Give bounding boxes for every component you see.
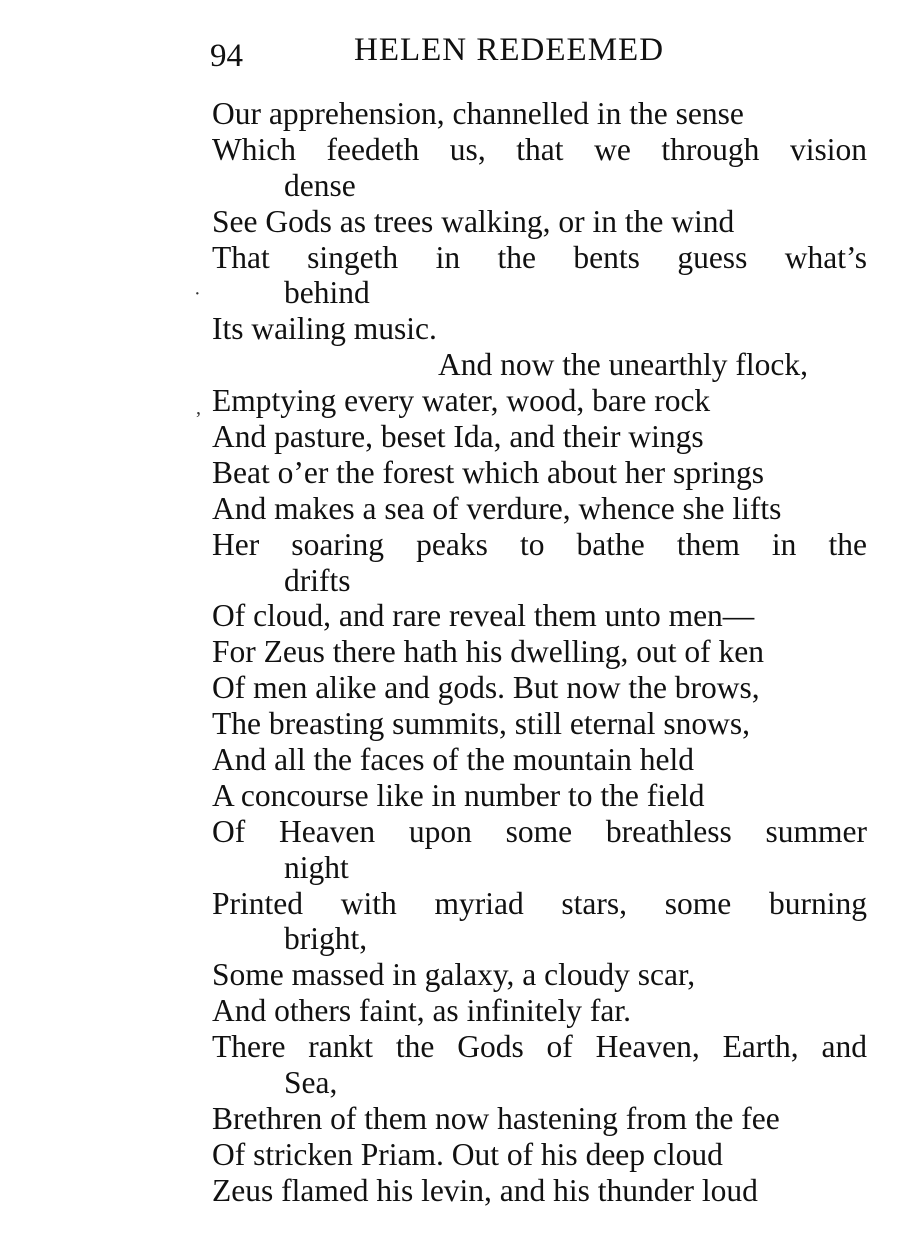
poem-line: Which feedeth us, that we through vision <box>212 131 867 167</box>
poem-line: Of Heaven upon some breathless summer <box>212 813 867 849</box>
poem-line: behind <box>284 275 370 311</box>
poem-line: Zeus flamed his levin, and his thunder loud <box>212 1172 758 1208</box>
poem-line: drifts <box>284 562 351 598</box>
poem-line: Brethren of them now hastening from the fee <box>212 1100 780 1136</box>
poem-line: Her soaring peaks to bathe them in the <box>212 526 867 562</box>
poem-line: Emptying every water, wood, bare rock <box>212 383 711 419</box>
poem-line: dense <box>284 167 356 203</box>
poem-line: See Gods as trees walking, or in the wind <box>212 203 735 239</box>
stray-mark: , <box>196 397 201 419</box>
poem-line: Of stricken Priam. Out of his deep cloud <box>212 1136 723 1172</box>
poem-line: And pasture, beset Ida, and their wings <box>212 419 704 455</box>
poem-line: Of cloud, and rare reveal them unto men— <box>212 598 755 634</box>
poem-line: The breasting summits, still eternal snows, <box>212 706 751 742</box>
poem-line: Printed with myriad stars, some burning <box>212 885 867 921</box>
poem-body <box>212 96 867 1209</box>
poem-line: night <box>284 849 349 885</box>
poem-line: For Zeus there hath his dwelling, out of ken <box>212 634 765 670</box>
poem-line: And now the unearthly flock, <box>438 347 809 383</box>
running-title: HELEN REDEEMED <box>354 32 665 68</box>
running-header <box>210 28 870 72</box>
poem-line: Its wailing music. <box>212 311 437 347</box>
poem-line: There rankt the Gods of Heaven, Earth, and <box>212 1029 867 1065</box>
poem-line: And makes a sea of verdure, whence she lifts <box>212 490 782 526</box>
poem-line: That singeth in the bents guess what’s <box>212 239 867 275</box>
poem-line: Some massed in galaxy, a cloudy scar, <box>212 957 696 993</box>
poem-line: Our apprehension, channelled in the sense <box>212 96 744 131</box>
poem-line: Sea, <box>284 1065 338 1101</box>
poem-line: bright, <box>284 921 368 957</box>
page-number: 94 <box>210 38 243 74</box>
poem-line: And all the faces of the mountain held <box>212 742 694 778</box>
stray-mark: · <box>194 283 201 305</box>
poem-line: Of men alike and gods. But now the brows, <box>212 670 760 706</box>
poem-line: A concourse like in number to the field <box>212 777 705 813</box>
poem-line: Beat o’er the forest which about her springs <box>212 454 764 490</box>
poem-line: And others faint, as infinitely far. <box>212 993 632 1029</box>
